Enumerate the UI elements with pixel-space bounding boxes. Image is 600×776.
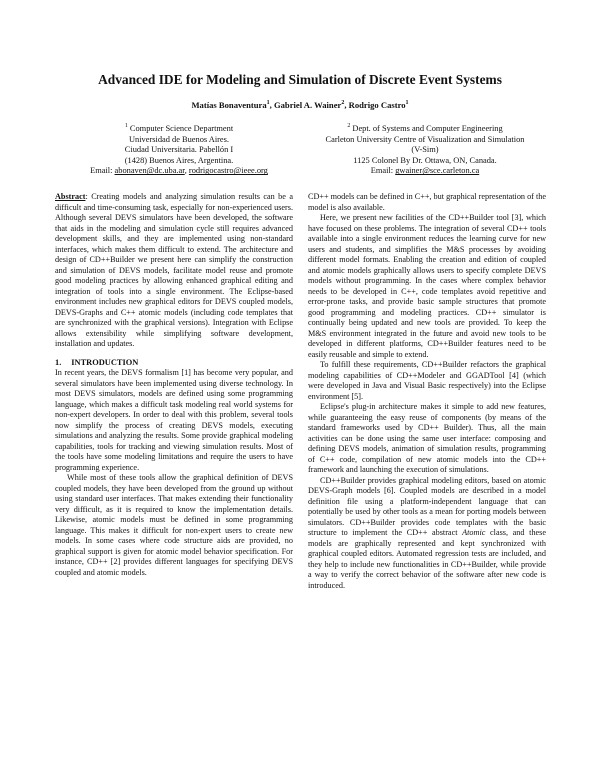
- atomic-class-name: Atomic: [462, 528, 486, 537]
- paragraph-7-start: CD++Builder provides graphical modeling editors, based on atomic DEVS-Graph models [6]. Coupled models are described in a model definition file using a platform-independent language that can potentially be used by other tools as a mean for porting models between simulators. CD++Builder provides code templates with the basic structure to implement the CD++ abstract: [308, 475, 546, 537]
- author-2-affil-mark: 2: [341, 100, 345, 107]
- author-3-affil-mark: 1: [405, 100, 409, 107]
- author-1: Matías Bonaventura: [191, 100, 267, 110]
- right-column: [308, 192, 546, 591]
- email-link-1[interactable]: abonaven@dc.uba.ar: [114, 166, 185, 176]
- abstract-text: : Creating models and analyzing simulation results can be a difficult and time-consuming task, especially for non-experienced users. Although several DEVS simulators have been developed, the software that aids in the modeling and simulation cycle still requires advanced development skills, and they are implemented using non-standard interfaces, which makes them difficult to extend. The architecture and design of CD++Builder we present here can simplify the construction and simulation of DEVS models, facilitate model reuse and promote good modeling practices by allowing enhanced graphical editing and integration of tools into a single environment. The Eclipse-based environment includes new graphical editors for DEVS coupled models, DEVS-Graphs and C++ atomic models (including code templates that are synchronized with the graphical versions). Integration with Eclipse allows extensibility while simplifying software development, installation and updates.: [55, 192, 293, 348]
- intro-paragraph-4: Here, we present new facilities of the CD++Builder tool [3], which have focused on these problems. The integration of several CD++ tools available into a single environment reduces the learning curve for new users and students, and simplifies the M&S processes by avoiding different model formats. Enabling the creation and edition of coupled and atomic models graphically allows users to specify complete DEVS models without programming. In the cases where complex behavior needs to be developed in C++, code templates avoid repetitive and error-prone tasks, and provide basic sample structures that promote good programming and modeling practices. CD++ simulator is continually being updated and new tools are provided. To keep the M&S environment integrated in the future and avoid new tools to be developed in different platforms, CD++Builder features need to be easily reusable and simple to extend.: [308, 213, 546, 359]
- email-label: Email:: [90, 166, 115, 176]
- left-column: [55, 192, 293, 578]
- author-1-affil-mark: 1: [266, 100, 270, 107]
- abstract-label: Abstract: [55, 192, 86, 201]
- intro-paragraph-6: Eclipse's plug-in architecture makes it simple to add new features, while guaranteeing the easy reuse of components (by means of the standard frameworks used by CD++ Builder). Thus, all the main activities can be done using the same user interface: composing and defining DEVS models, animation of simulation results, programming of C++ code, compilation of new atomic models into the CD++ framework and launching the execution of simulations.: [308, 402, 546, 474]
- intro-paragraph-5: To fulfill these requirements, CD++Builder refactors the graphical modeling capabilities of CD++Modeler and GGADTool [4] (which were developed in Java and Visual Basic respectively) into the Eclipse environment [5].: [308, 360, 546, 401]
- abstract: [55, 192, 293, 350]
- affiliation-2-univ: Carleton University Centre of Visualization and Simulation: [325, 134, 525, 144]
- affiliation-1: [56, 124, 302, 177]
- affiliation-2-abbr: (V-Sim): [411, 145, 439, 155]
- affiliation-2: [302, 124, 548, 177]
- affiliation-2-email-line: [302, 166, 548, 177]
- intro-paragraph-2: While most of these tools allow the graphical definition of DEVS coupled models, they have been developed from the ground up without using standard user interfaces. That makes extending their functionality very difficult, as it is required to know the implementation details. Likewise, atomic models must be defined in some programming language. This makes it difficult for non-expert users to create new models. In some cases where code structure aids are provided, no graphical support is given for atomic model behavior specification. For instance, CD++ [2] provides different languages for specifying DEVS coupled and atomic models.: [55, 473, 293, 577]
- affiliation-2-address: 1125 Colonel By Dr. Ottawa, ON, Canada.: [353, 155, 497, 165]
- affiliation-2-mark: 2: [347, 123, 351, 130]
- affiliation-1-city: Ciudad Universitaria. Pabellón I: [124, 145, 234, 155]
- author-list: Matías Bonaventura$^1$, Gabriel A. Wainer$^2$, Rodrigo Castro$^1$: [191, 100, 409, 110]
- section-number: 1.: [55, 357, 62, 367]
- author-3: Rodrigo Castro: [348, 100, 406, 110]
- paper-title: Advanced IDE for Modeling and Simulation of Discrete Event Systems: [98, 72, 502, 87]
- email-separator: ,: [184, 166, 189, 176]
- affiliation-2-dept: Dept. of Systems and Computer Engineering: [350, 124, 503, 133]
- affiliation-1-address: (1428) Buenos Aires, Argentina.: [124, 155, 234, 165]
- section-title: INTRODUCTION: [71, 357, 139, 367]
- intro-paragraph-1: In recent years, the DEVS formalism [1] has become very popular, and several simulators have been implemented using diverse technology. In most DEVS simulators, models are defined using some programming language, which makes a difficult task modeling real world systems for non-expert developers. In order to deal with this problem, several tools now simplify the process of creating DEVS models, executing simulations and analyzing the results. Some provide graphical modeling capabilities, tools for tracking and viewing simulation results. Most of the tools have some modeling limitations and require the users to have programming experience.: [55, 368, 293, 472]
- paragraph-7-end: class, and these models are graphically represented and kept synchronized with graphical coupled editors. Automated regression tests are included, and they help to include new functionalities in CD++Builder, while provide a way to verify the correct behavior of the software after new code is introduced.: [308, 528, 546, 590]
- email-link-3[interactable]: gwainer@sce.carleton.ca: [395, 166, 480, 176]
- affiliation-1-mark: 1: [124, 123, 128, 130]
- email-label: Email:: [370, 166, 396, 176]
- email-link-2[interactable]: rodrigocastro@ieee.org: [188, 166, 268, 176]
- affiliation-1-univ: Universidad de Buenos Aires.: [128, 134, 230, 144]
- affiliation-1-dept: Computer Science Department: [127, 124, 234, 133]
- intro-paragraph-7: [308, 476, 546, 592]
- intro-paragraph-3: CD++ models can be defined in C++, but graphical representation of the model is also available.: [308, 192, 546, 212]
- author-2: Gabriel A. Wainer: [273, 100, 342, 110]
- affiliation-1-email-line: [56, 166, 302, 177]
- section-heading: [55, 358, 293, 369]
